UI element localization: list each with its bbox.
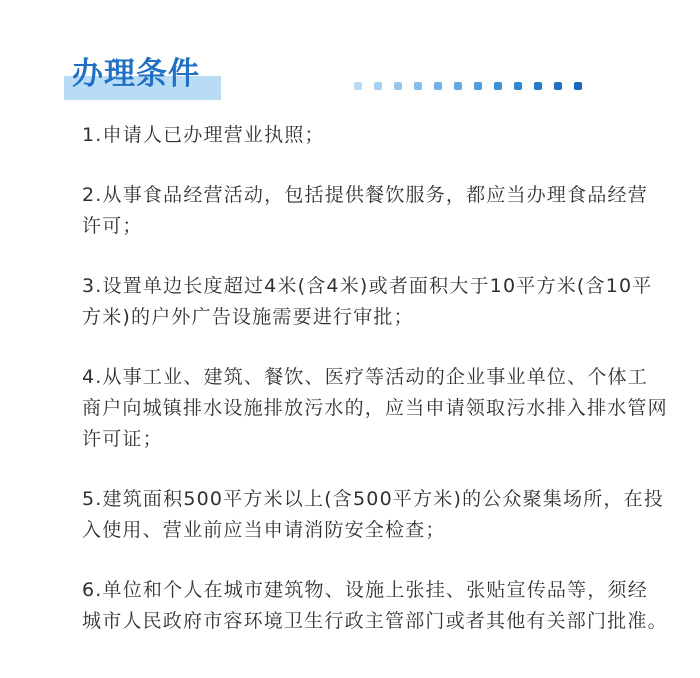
condition-item-6: 6.单位和个人在城市建筑物、设施上张挂、张贴宣传品等，须经城市人民政府市容环境卫生行政主管部门或者其他有关部门批准。 [82,579,668,632]
section-header [64,50,634,104]
section-title: 办理条件 [72,56,200,92]
decorative-dot [354,82,362,90]
condition-item-3: 3.设置单边长度超过4米(含4米)或者面积大于10平方米(含10平方米)的户外广告设施需要进行审批； [82,275,653,328]
condition-item-1: 1.申请人已办理营业执照； [82,124,325,146]
decorative-dot [514,82,522,90]
decorative-dot [394,82,402,90]
condition-item-2: 2.从事食品经营活动，包括提供餐饮服务，都应当办理食品经营许可； [82,184,648,237]
condition-item-5: 5.建筑面积500平方米以上(含500平方米)的公众聚集场所，在投入使用、营业前应当申请消防安全检查； [82,488,665,541]
decorative-dot-row [354,82,582,90]
conditions-list [82,120,668,666]
decorative-dot [494,82,502,90]
decorative-dot [574,82,582,90]
decorative-dot [374,82,382,90]
decorative-dot [534,82,542,90]
title-block [64,50,224,104]
decorative-dot [414,82,422,90]
decorative-dot [434,82,442,90]
decorative-dot [474,82,482,90]
decorative-dot [454,82,462,90]
decorative-dot [554,82,562,90]
condition-item-4: 4.从事工业、建筑、餐饮、医疗等活动的企业事业单位、个体工商户向城镇排水设施排放污水的，应当申请领取污水排入排水管网许可证； [82,366,668,450]
